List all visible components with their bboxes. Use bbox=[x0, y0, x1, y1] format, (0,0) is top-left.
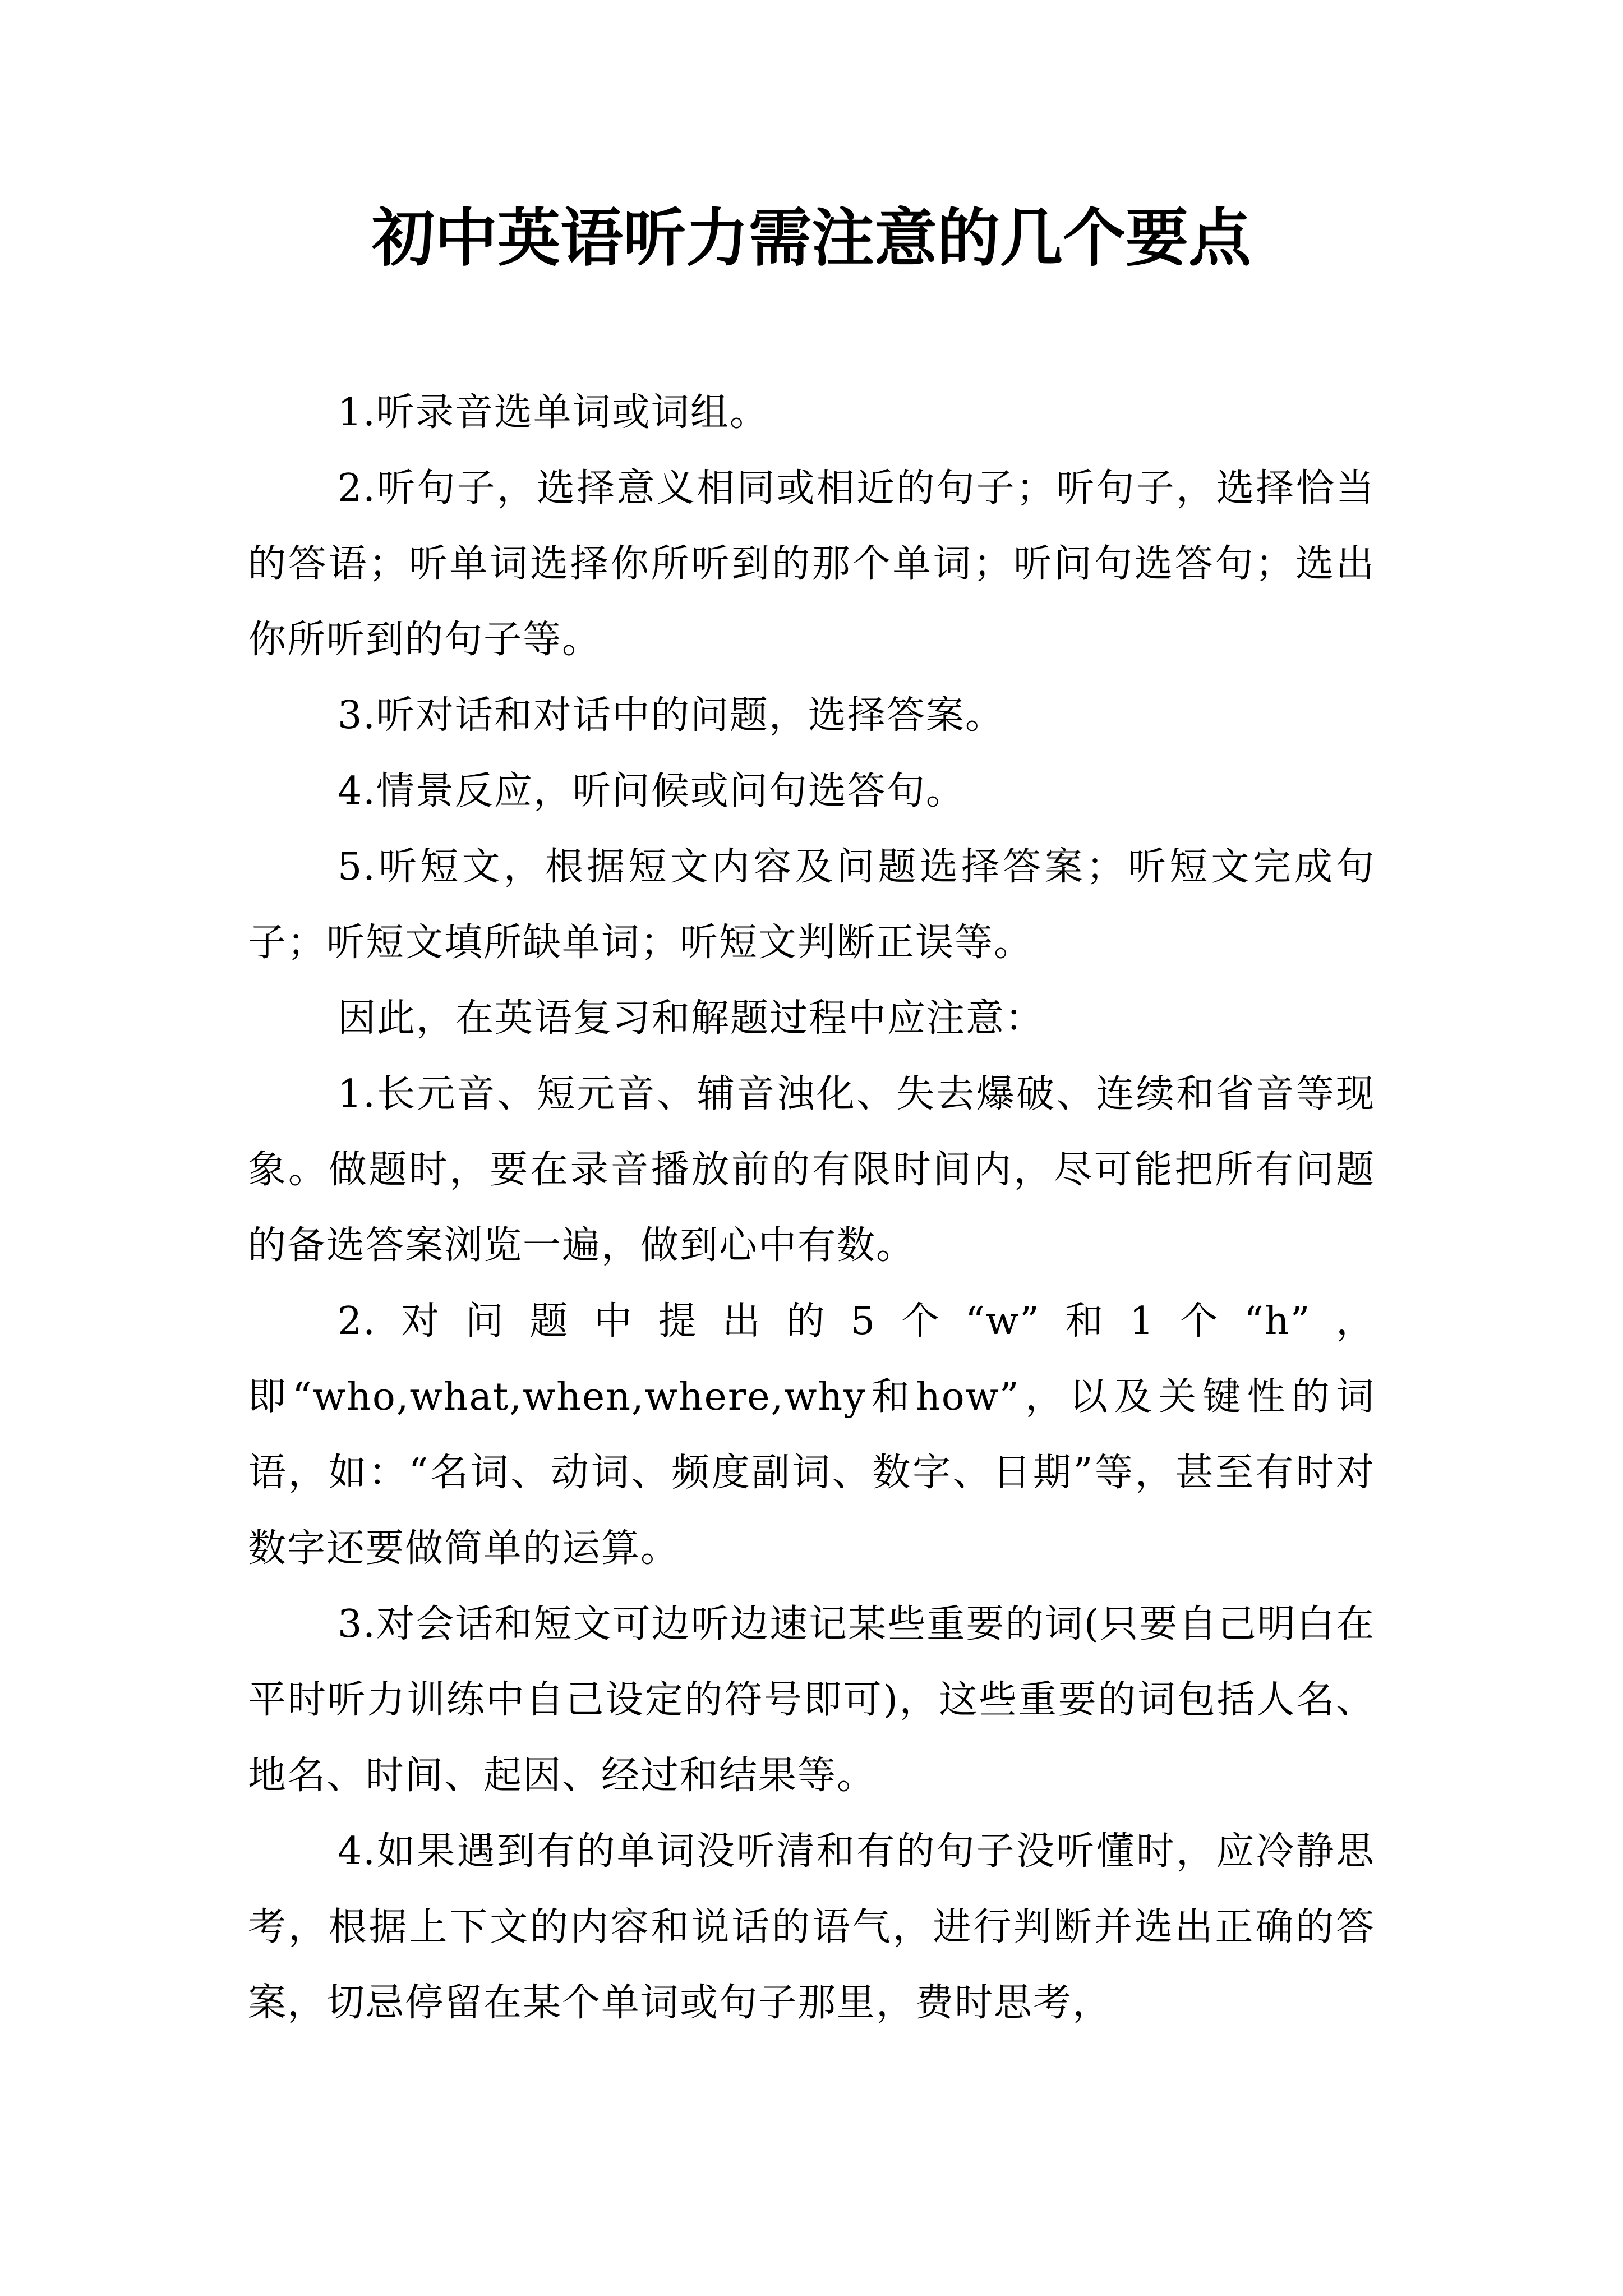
document-body bbox=[248, 375, 1375, 2041]
paragraph: 2.听句子，选择意义相同或相近的句子；听句子，选择恰当的答语；听单词选择你所听到的那个单词；听问句选答句；选出你所听到的句子等。 bbox=[248, 466, 1375, 662]
paragraph: 3.对会话和短文可边听边速记某些重要的词(只要自己明白在平时听力训练中自己设定的符号即可)，这些重要的词包括人名、地名、时间、起因、经过和结果等。 bbox=[248, 1602, 1375, 1798]
paragraph: 5.听短文，根据短文内容及问题选择答案；听短文完成句子；听短文填所缺单词；听短文判断正误等。 bbox=[248, 845, 1375, 965]
paragraph: 1.长元音、短元音、辅音浊化、失去爆破、连续和省音等现象。做题时，要在录音播放前的有限时间内，尽可能把所有问题的备选答案浏览一遍，做到心中有数。 bbox=[248, 1072, 1375, 1268]
paragraph: 2.对问题中提出的5个“w”和1个“h”，即“who,what,when,where,why和how”，以及关键性的词语，如：“名词、动词、频度副词、数字、日期”等，甚至有时对数字还要做简单的运算。 bbox=[248, 1299, 1375, 1571]
paragraph: 3.听对话和对话中的问题，选择答案。 bbox=[338, 693, 1004, 738]
paragraph: 1.听录音选单词或词组。 bbox=[338, 390, 769, 435]
paragraph: 因此，在英语复习和解题过程中应注意： bbox=[338, 996, 1045, 1041]
document-title: 初中英语听力需注意的几个要点 bbox=[372, 201, 1251, 275]
paragraph: 4.情景反应，听问候或问句选答句。 bbox=[338, 769, 965, 813]
paragraph: 4.如果遇到有的单词没听清和有的句子没听懂时，应冷静思考，根据上下文的内容和说话的语气，进行判断并选出正确的答案，切忌停留在某个单词或句子那里，费时思考， bbox=[248, 1829, 1375, 2025]
